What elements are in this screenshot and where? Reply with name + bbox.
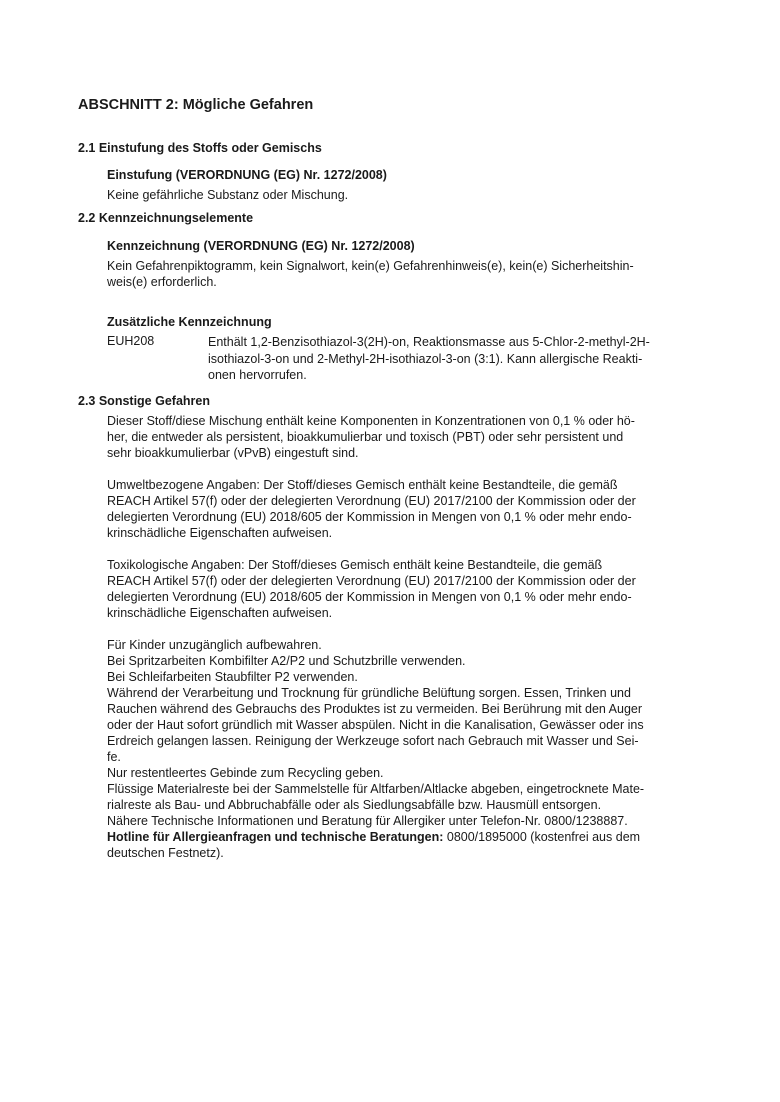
- hotline-line: [107, 829, 707, 845]
- subheading-kennzeichnung: Kennzeichnung (VERORDNUNG (EG) Nr. 1272/2008): [107, 239, 415, 253]
- euh-description: [208, 334, 650, 384]
- text-line: Flüssige Materialreste bei der Sammelstelle für Altfarben/Altlacke abgeben, eingetrocknete Mate-: [107, 782, 645, 796]
- text-line: REACH Artikel 57(f) oder der delegierten Verordnung (EU) 2017/2100 der Kommission oder der: [107, 574, 636, 588]
- subheading-zusaetzliche-kennzeichnung: Zusätzliche Kennzeichnung: [107, 315, 272, 329]
- text-line: Toxikologische Angaben: Der Stoff/dieses Gemisch enthält keine Bestandteile, die gemäß: [107, 558, 603, 572]
- paragraph-hinweise: [107, 637, 707, 861]
- text-line: deutschen Festnetz).: [107, 846, 224, 860]
- text-line: Dieser Stoff/diese Mischung enthält keine Komponenten in Konzentrationen von 0,1 % oder hö-: [107, 414, 635, 428]
- text-line: isothiazol-3-on und 2-Methyl-2H-isothiazol-3-on (3:1). Kann allergische Reakti-: [208, 351, 643, 366]
- text-line: Kein Gefahrenpiktogramm, kein Signalwort, kein(e) Gefahrenhinweis(e), kein(e) Sicherheitshin-: [107, 259, 634, 273]
- text-line: Rauchen während des Gebrauchs des Produktes ist zu vermeiden. Bei Berührung mit den Auger: [107, 702, 643, 716]
- text-line: krinschädliche Eigenschaften aufweisen.: [107, 526, 333, 540]
- heading-2-1: 2.1 Einstufung des Stoffs oder Gemischs: [78, 141, 322, 155]
- euh-code: EUH208: [107, 334, 155, 348]
- subheading-einstufung: Einstufung (VERORDNUNG (EG) Nr. 1272/2008): [107, 168, 387, 182]
- text-line: weis(e) erforderlich.: [107, 275, 217, 289]
- text-line: Nur restentleertes Gebinde zum Recycling geben.: [107, 766, 384, 780]
- text-line: fe.: [107, 750, 121, 764]
- text-line: sehr bioakkumulierbar (vPvB) eingestuft sind.: [107, 446, 359, 460]
- text-line: REACH Artikel 57(f) oder der delegierten Verordnung (EU) 2017/2100 der Kommission oder der: [107, 494, 636, 508]
- text-line: Erdreich gelangen lassen. Reinigung der Werkzeuge sofort nach Gebrauch mit Wasser und Sei-: [107, 734, 639, 748]
- paragraph-umwelt: [107, 477, 707, 541]
- heading-2-3: 2.3 Sonstige Gefahren: [78, 394, 210, 408]
- text-line: Während der Verarbeitung und Trocknung für gründliche Belüftung sorgen. Essen, Trinken und: [107, 686, 631, 700]
- kennzeichnung-text: [107, 258, 707, 290]
- text-line: Umweltbezogene Angaben: Der Stoff/dieses Gemisch enthält keine Bestandteile, die gemäß: [107, 478, 618, 492]
- hotline-label: Hotline für Allergieanfragen und technische Beratungen:: [107, 830, 444, 844]
- hotline-number: 0800/1895000 (kostenfrei aus dem: [443, 830, 641, 844]
- text-line: her, die entweder als persistent, bioakkumulierbar und toxisch (PBT) oder sehr persistent und: [107, 430, 624, 444]
- text-line: delegierten Verordnung (EU) 2018/605 der Kommission in Mengen von 0,1 % oder mehr endo-: [107, 590, 632, 604]
- text-line: krinschädliche Eigenschaften aufweisen.: [107, 606, 333, 620]
- text-line: onen hervorrufen.: [208, 368, 307, 382]
- text-line: delegierten Verordnung (EU) 2018/605 der Kommission in Mengen von 0,1 % oder mehr endo-: [107, 510, 632, 524]
- text-line: Bei Spritzarbeiten Kombifilter A2/P2 und Schutzbrille verwenden.: [107, 654, 466, 668]
- text-line: oder der Haut sofort gründlich mit Wasser abspülen. Nicht in die Kanalisation, Gewässer oder ins: [107, 718, 644, 732]
- heading-2-2: 2.2 Kennzeichnungselemente: [78, 211, 254, 225]
- section-title: ABSCHNITT 2: Mögliche Gefahren: [78, 97, 314, 113]
- text-line: rialreste als Bau- und Abbruchabfälle oder als Siedlungsabfälle bzw. Hausmüll entsorgen.: [107, 798, 602, 812]
- text-line: Bei Schleifarbeiten Staubfilter P2 verwenden.: [107, 670, 358, 684]
- paragraph-toxikologie: [107, 557, 707, 621]
- paragraph-pbt: [107, 413, 707, 461]
- einstufung-text: Keine gefährliche Substanz oder Mischung.: [107, 188, 349, 202]
- text-line: Für Kinder unzugänglich aufbewahren.: [107, 638, 322, 652]
- text-line: Nähere Technische Informationen und Beratung für Allergiker unter Telefon-Nr. 0800/1238887.: [107, 814, 628, 828]
- text-line: Enthält 1,2-Benzisothiazol-3(2H)-on, Reaktionsmasse aus 5-Chlor-2-methyl-2H-: [208, 335, 650, 349]
